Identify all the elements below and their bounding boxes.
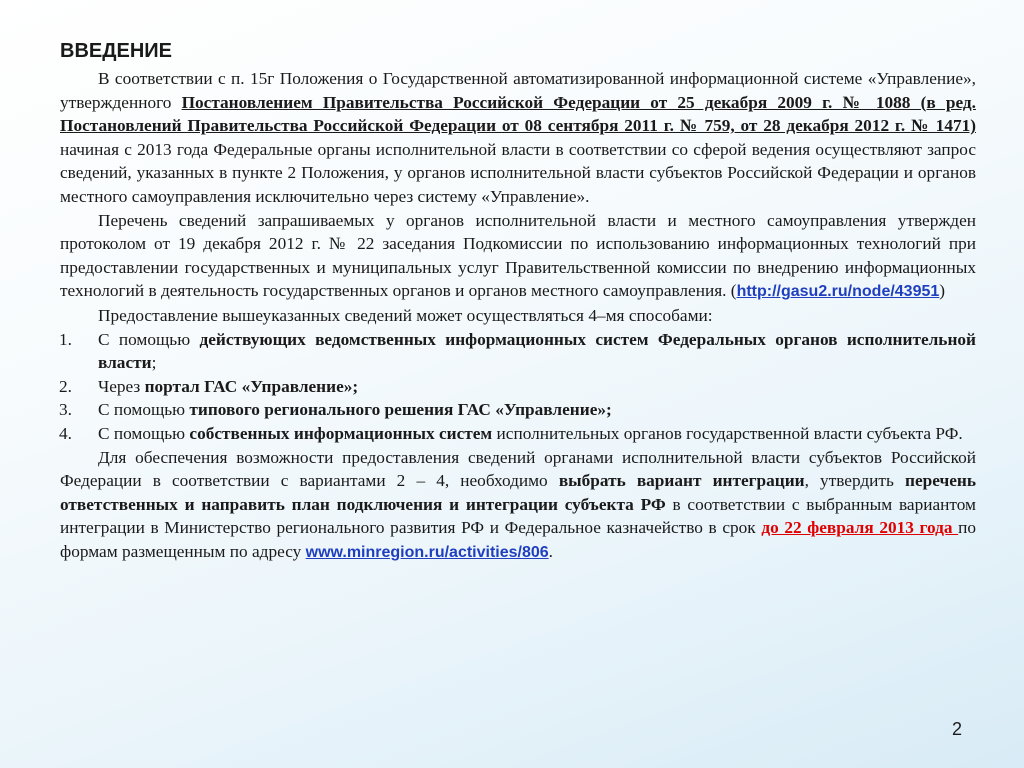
choose-integration-text: выбрать вариант интеграции: [558, 471, 805, 491]
page-number: 2: [951, 719, 962, 739]
resolution-reference: Постановлением Правительства Российской Федерации от 25 декабря 2009 г. № 1088 (в ред. Постановлений Правительства Российской Федерации от 08 сентября 2011 г. № 759, от 28 декабря 2012 г. № 1471): [60, 92, 976, 136]
list-item-suffix: ;: [151, 353, 157, 373]
paragraph-list-of-data: [60, 209, 976, 304]
responsible-list-text: перечень ответственных и направить план подключения и интеграции субъекта РФ: [60, 471, 976, 514]
list-item-number: 1.: [59, 329, 72, 349]
intro-text: В соответствии с п. 15г Положения о Государственной автоматизированной информационной системе «Управление», утвержденного: [60, 69, 976, 112]
closing-paren: ): [939, 281, 946, 301]
list-item-text: Через: [98, 376, 145, 396]
list-item-text: С помощью: [98, 329, 200, 349]
page-title: ВВЕДЕНИЕ: [60, 40, 172, 62]
integration-text: в соответствии с выбранным вариантом интеграции в Министерство регионального развития РФ и Федеральное казначейство в срок: [60, 494, 976, 538]
paragraph-intro: [60, 67, 976, 209]
list-item-bold-text: типового регионального решения ГАС «Управление»;: [189, 400, 612, 420]
methods-list: [60, 328, 976, 446]
slide-content: [60, 38, 976, 564]
list-item: [60, 375, 976, 399]
list-item-text: С помощью: [98, 400, 190, 420]
list-item: [60, 398, 976, 422]
list-item-number: 2.: [59, 376, 72, 396]
integration-text-end: .: [548, 541, 553, 561]
list-of-data-text: Перечень сведений запрашиваемых у органов исполнительной власти и местного самоуправления утвержден протоколом от 19 декабря 2012 г. № 22 заседания Подкомиссии по использованию информационных технологий при предоставлении государственных и муниципальных услуг Правительственной комиссии по внедрению информационных технологий в деятельность государственных органов и органов местного самоуправления. (: [60, 210, 976, 301]
integration-text: , утвердить: [804, 471, 905, 491]
minregion-link[interactable]: www.minregion.ru/activities/806: [305, 543, 549, 561]
list-item: [60, 328, 976, 375]
list-item-bold-text: собственных информационных систем: [189, 423, 493, 443]
list-item-text: С помощью: [98, 423, 190, 443]
list-item-suffix: исполнительных органов государственной власти субъекта РФ.: [492, 423, 963, 443]
integration-text: Для обеспечения возможности предоставления сведений органами исполнительной власти субъектов Российской Федерации в соответствии с вариантами 2 – 4, необходимо: [60, 447, 976, 491]
list-item-number: 3.: [59, 400, 72, 420]
paragraph-integration: [60, 446, 976, 565]
integration-text: по формам размещенным по адресу: [60, 518, 977, 561]
gasu-link[interactable]: http://gasu2.ru/node/43951: [736, 283, 940, 301]
list-item-bold-text: портал ГАС «Управление»;: [144, 376, 359, 396]
list-item: [60, 422, 976, 446]
intro-text-continued: начиная с 2013 года Федеральные органы исполнительной власти в соответствии со сферой ведения осуществляют запрос сведений, указанных в пункте 2 Положения, у органов исполнительной власти субъектов Российской Федерации и органов местного самоуправления исключительно через систему «Управление».: [60, 139, 976, 206]
deadline-text: до 22 февраля 2013 года: [761, 518, 959, 538]
list-item-number: 4.: [59, 423, 72, 443]
list-item-bold-text: действующих ведомственных информационных систем Федеральных органов исполнительной власти: [98, 329, 977, 373]
paragraph-methods-intro: Предоставление вышеуказанных сведений может осуществляться 4–мя способами:: [98, 305, 713, 325]
